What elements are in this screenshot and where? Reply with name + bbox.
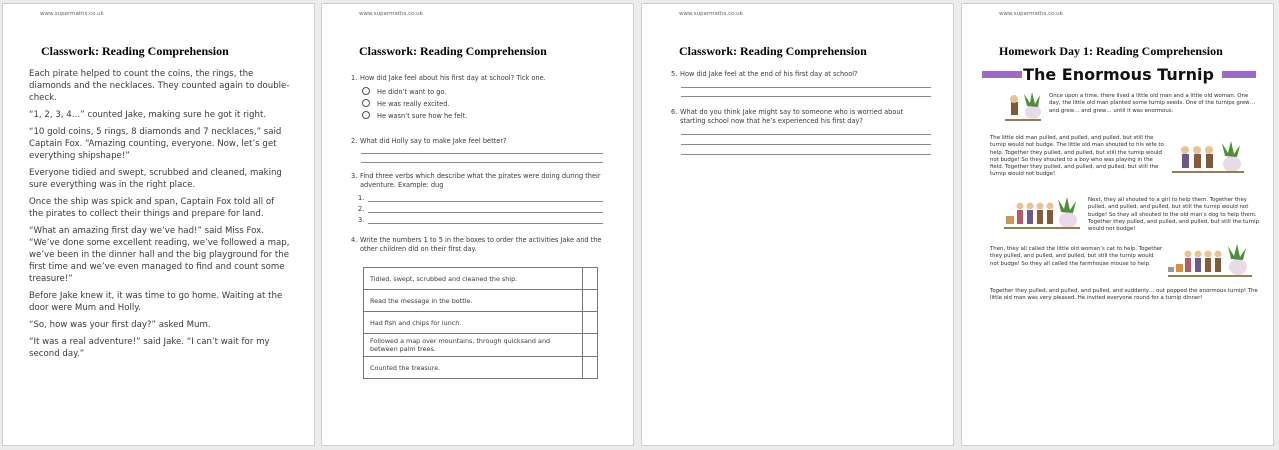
answer-line[interactable] — [681, 87, 931, 88]
activity-cell: Followed a map over mountains, through quicksand and between palm trees. — [364, 334, 583, 357]
story-paragraph: The little old man pulled, and pulled, and pulled, but still the turnip would not budge. The little old man shouted to his wife to help. Together they pulled, and pulled, but still the turnip would not budge! So they shouted to a boy who was playing in the field. Together they pulled, and pulled, and pulled, but still the turnip would not budge! — [990, 135, 1164, 178]
option-radio[interactable] — [362, 111, 370, 119]
answer-line[interactable] — [681, 154, 931, 155]
turnip-illustration — [1166, 242, 1254, 282]
story-paragraph: Before Jake knew it, it was time to go home. Waiting at the door were Mum and Holly. — [29, 291, 283, 313]
answer-number: 3. — [358, 216, 365, 224]
answer-line[interactable] — [361, 162, 603, 163]
activity-cell: Tidied, swept, scrubbed and cleaned the ship. — [364, 268, 583, 290]
answer-number: 2. — [358, 205, 365, 213]
story-paragraph: “So, how was your first day?” asked Mum. — [29, 320, 211, 330]
ordering-table — [363, 267, 598, 379]
site-url: www.supermaths.co.uk — [679, 11, 743, 17]
question-2: 2. What did Holly say to make Jake feel better? — [351, 137, 507, 145]
answer-number: 1. — [358, 194, 365, 202]
page-title: Homework Day 1: Reading Comprehension — [999, 44, 1223, 58]
turnip-illustration — [1002, 90, 1046, 126]
option-radio[interactable] — [362, 87, 370, 95]
story-paragraph: Once the ship was spick and span, Captain Fox told all of the pirates to collect their things and prepare for land. — [29, 197, 275, 219]
story-paragraph: Together they pulled, and pulled, and pulled, and suddenly… out popped the enormous turnip! The little old man was very pleased. He invited everyone round for a turnip dinner! — [990, 288, 1258, 302]
story-paragraph: Everyone tidied and swept, scrubbed and cleaned, making sure everything was in the right place. — [29, 168, 282, 190]
story-paragraph: Then, they all called the little old woman’s cat to help. Together they pulled, and pulled, and pulled, but still the turnip would not budge! So they all called the farmhouse mouse to help. — [990, 246, 1163, 267]
table-row — [364, 312, 598, 334]
number-box[interactable] — [583, 268, 598, 290]
page-title: Classwork: Reading Comprehension — [679, 44, 867, 58]
story-paragraph: “What an amazing first day we’ve had!” said Miss Fox. “We’ve done some excellent reading, we’ve followed a map, we’ve been in the dinner hall and the big playground for the first time and we’ve even managed to find and count some treasure!” — [29, 226, 290, 284]
answer-line[interactable] — [681, 144, 931, 145]
story-paragraph: “10 gold coins, 5 rings, 8 diamonds and 7 necklaces,” said Captain Fox. “Amazing counting, everyone. Now, let’s get everything shipshape!” — [29, 127, 282, 161]
story-paragraph: Once upon a time, there lived a little old man and a little old woman. One day, the little old man planted some turnip seeds. One of the turnips grew… and grew… and grew… until it was enormous. — [1049, 93, 1255, 114]
answer-line[interactable] — [368, 212, 603, 213]
number-box[interactable] — [583, 357, 598, 379]
worksheet-page-2 — [321, 3, 634, 446]
turnip-illustration — [1002, 194, 1082, 236]
question-1: 1. How did Jake feel about his first day at school? Tick one. — [351, 74, 546, 82]
worksheet-page-1 — [2, 3, 315, 446]
number-box[interactable] — [583, 334, 598, 357]
activity-cell: Counted the treasure. — [364, 357, 583, 379]
answer-line[interactable] — [368, 223, 603, 224]
page-title: Classwork: Reading Comprehension — [359, 44, 547, 58]
answer-line[interactable] — [681, 134, 931, 135]
table-row — [364, 334, 598, 357]
page-title: Classwork: Reading Comprehension — [41, 44, 229, 58]
turnip-illustration — [1168, 138, 1248, 178]
number-box[interactable] — [583, 312, 598, 334]
activity-cell: Had fish and chips for lunch. — [364, 312, 583, 334]
question-4: 4. Write the numbers 1 to 5 in the boxes to order the activities Jake and the other children did on their first day. — [351, 236, 602, 253]
worksheet-page-3 — [641, 3, 954, 446]
option-label: He wasn’t sure how he felt. — [377, 112, 468, 120]
option-radio[interactable] — [362, 99, 370, 107]
table-row — [364, 290, 598, 312]
question-5: 5. How did Jake feel at the end of his first day at school? — [671, 70, 858, 78]
option-label: He was really excited. — [377, 100, 450, 108]
site-url: www.supermaths.co.uk — [40, 11, 104, 17]
option-label: He didn’t want to go. — [377, 88, 447, 96]
activity-cell: Read the message in the bottle. — [364, 290, 583, 312]
story-paragraph: Each pirate helped to count the coins, the rings, the diamonds and the necklaces. They counted again to double-check. — [29, 69, 290, 103]
site-url: www.supermaths.co.uk — [999, 11, 1063, 17]
answer-line[interactable] — [361, 153, 603, 154]
story-paragraph: Next, they all shouted to a girl to help them. Together they pulled, and pulled, and pulled, but still the turnip would not budge! So they all shouted to the old man’s dog to help them. Together they pulled, and pulled, and pulled, but still the turnip would not budge! — [1088, 197, 1259, 233]
question-6: 6. What do you think Jake might say to someone who is worried about starting school now that he’s experienced his first day? — [671, 108, 904, 125]
answer-line[interactable] — [681, 96, 931, 97]
worksheet-page-4 — [961, 3, 1274, 446]
story-paragraph: “It was a real adventure!” said Jake. “I can’t wait for my second day.” — [29, 337, 270, 359]
story-title: The Enormous Turnip — [1023, 65, 1214, 84]
number-box[interactable] — [583, 290, 598, 312]
answer-line[interactable] — [368, 201, 603, 202]
table-row — [364, 268, 598, 290]
site-url: www.supermaths.co.uk — [359, 11, 423, 17]
story-text — [29, 68, 291, 365]
story-paragraph: “1, 2, 3, 4…” counted Jake, making sure he got it right. — [29, 110, 267, 120]
question-3: 3. Find three verbs which describe what the pirates were doing during their adventure. Example: dug — [351, 172, 601, 189]
table-row — [364, 357, 598, 379]
